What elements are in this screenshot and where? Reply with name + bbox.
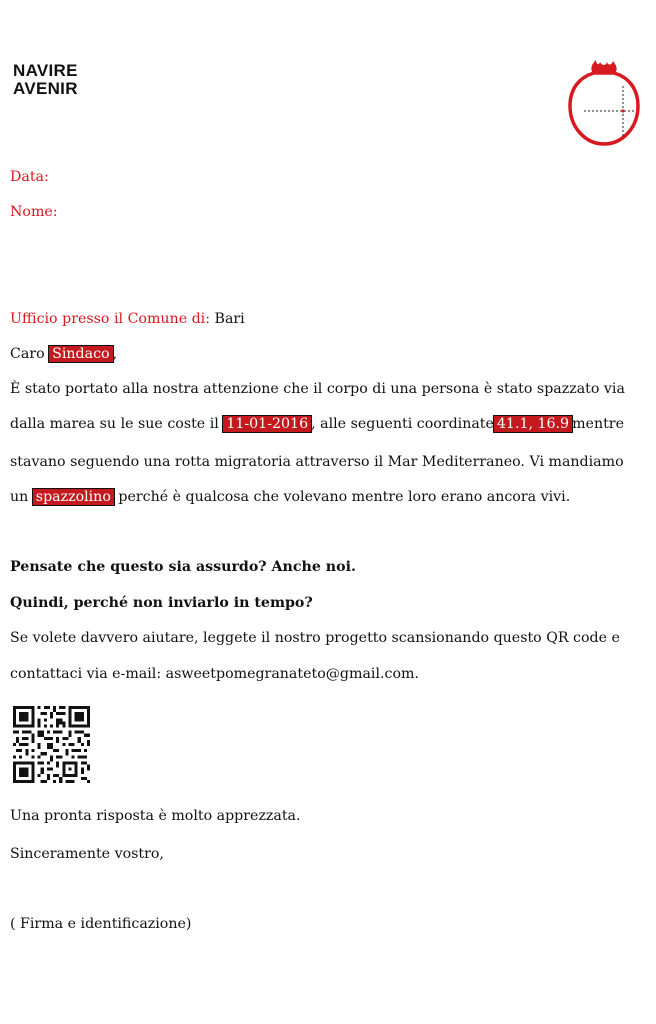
- office-line: [10, 310, 245, 328]
- name-label: Nome:: [10, 204, 58, 220]
- signature-line: ( Firma e identificazione): [10, 916, 192, 932]
- closing-line-1: Una pronta risposta è molto apprezzata.: [10, 808, 301, 824]
- brand-line-1: NAVIRE: [13, 61, 78, 80]
- brand-logo: [13, 62, 78, 98]
- question-line-2: Quindi, perché non inviarlo in tempo?: [10, 595, 313, 611]
- help-line-2: contattaci via e-mail: asweetpomegranateto@gmail.com.: [10, 666, 419, 682]
- brand-line-2: AVENIR: [13, 79, 78, 98]
- coordinates-highlight: 41.1, 16.9: [494, 416, 572, 432]
- pomegranate-icon: [566, 58, 642, 148]
- body-line-3: stavano seguendo una rotta migratoria attraverso il Mar Mediterraneo. Vi mandiamo: [10, 454, 624, 470]
- body-line-2-suffix: mentre: [572, 416, 624, 432]
- greeting-line: [10, 345, 117, 363]
- body-line-2: [10, 415, 624, 433]
- date-label: Data:: [10, 169, 49, 185]
- question-line-1: Pensate che questo sia assurdo? Anche noi.: [10, 559, 356, 575]
- closing-line-2: Sinceramente vostro,: [10, 846, 164, 862]
- office-label: Ufficio presso il Comune di:: [10, 311, 210, 327]
- greeting-title-highlight: Sindaco: [49, 346, 112, 362]
- body-line-2-middle: , alle seguenti coordinate: [311, 416, 494, 432]
- body-line-4: [10, 488, 570, 506]
- date-highlight: 11-01-2016: [223, 416, 311, 432]
- body-line-4-suffix: perché è qualcosa che volevano mentre loro erano ancora vivi.: [118, 489, 571, 505]
- greeting-suffix: ,: [112, 346, 118, 362]
- office-value: Bari: [214, 311, 245, 327]
- object-highlight: spazzolino: [33, 489, 114, 505]
- help-line-1: Se volete davvero aiutare, leggete il nostro progetto scansionando questo QR code e: [10, 630, 620, 646]
- greeting-prefix: Caro: [10, 346, 45, 362]
- body-line-1: È stato portato alla nostra attenzione che il corpo di una persona è stato spazzato via: [10, 381, 625, 397]
- qr-code-icon: [13, 706, 90, 783]
- body-line-2-prefix: dalla marea su le sue coste il: [10, 416, 219, 432]
- body-line-4-prefix: un: [10, 489, 29, 505]
